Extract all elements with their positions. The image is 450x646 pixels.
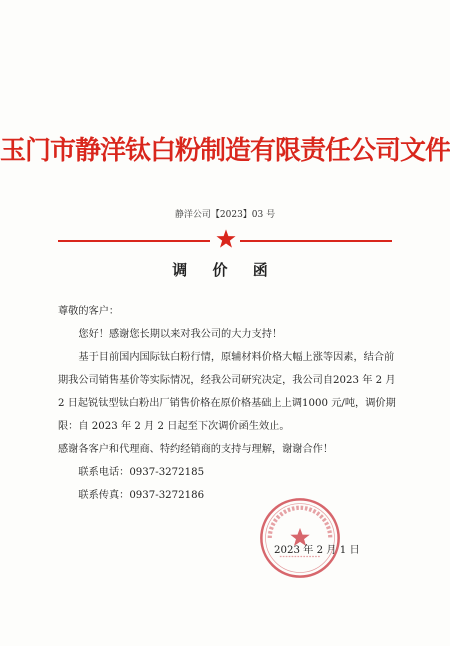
- org-header-title: 玉门市静洋钛白粉制造有限责任公司文件: [0, 136, 450, 166]
- letter-title: 调 价 函: [172, 261, 278, 279]
- greeting-paragraph: 您好！感谢您长期以来对我公司的大力支持！: [78, 329, 283, 340]
- closing-paragraph: 感谢各客户和代理商、特约经销商的支持与理解，谢谢合作！: [58, 444, 334, 455]
- company-seal-stamp: [258, 496, 342, 580]
- salutation: 尊敬的客户：: [58, 306, 120, 317]
- header-rule-right: [240, 240, 392, 242]
- red-star-icon: [215, 228, 237, 250]
- header-rule-left: [58, 240, 210, 242]
- document-number: 静洋公司【2023】03 号: [174, 210, 276, 220]
- contact-fax: 联系传真：0937-3272186: [78, 490, 205, 501]
- contact-phone: 联系电话：0937-3272185: [78, 467, 205, 478]
- signature-date: 2023 年 2 月 1 日: [274, 545, 360, 556]
- price-adjustment-paragraph: 基于目前国内国际钛白粉行情，原辅材料价格大幅上涨等因素，结合前期我公司销售基价等实际情况，经我公司研究决定，我公司自2023 年 2 月 2 日起锐钛型钛白粉出厂销售价格在原价格基础上上调1000 元/吨，调价期限：自 2023 年 2 月 2 日起至下次调价函生效止。: [58, 352, 396, 432]
- letter-body: [58, 300, 398, 507]
